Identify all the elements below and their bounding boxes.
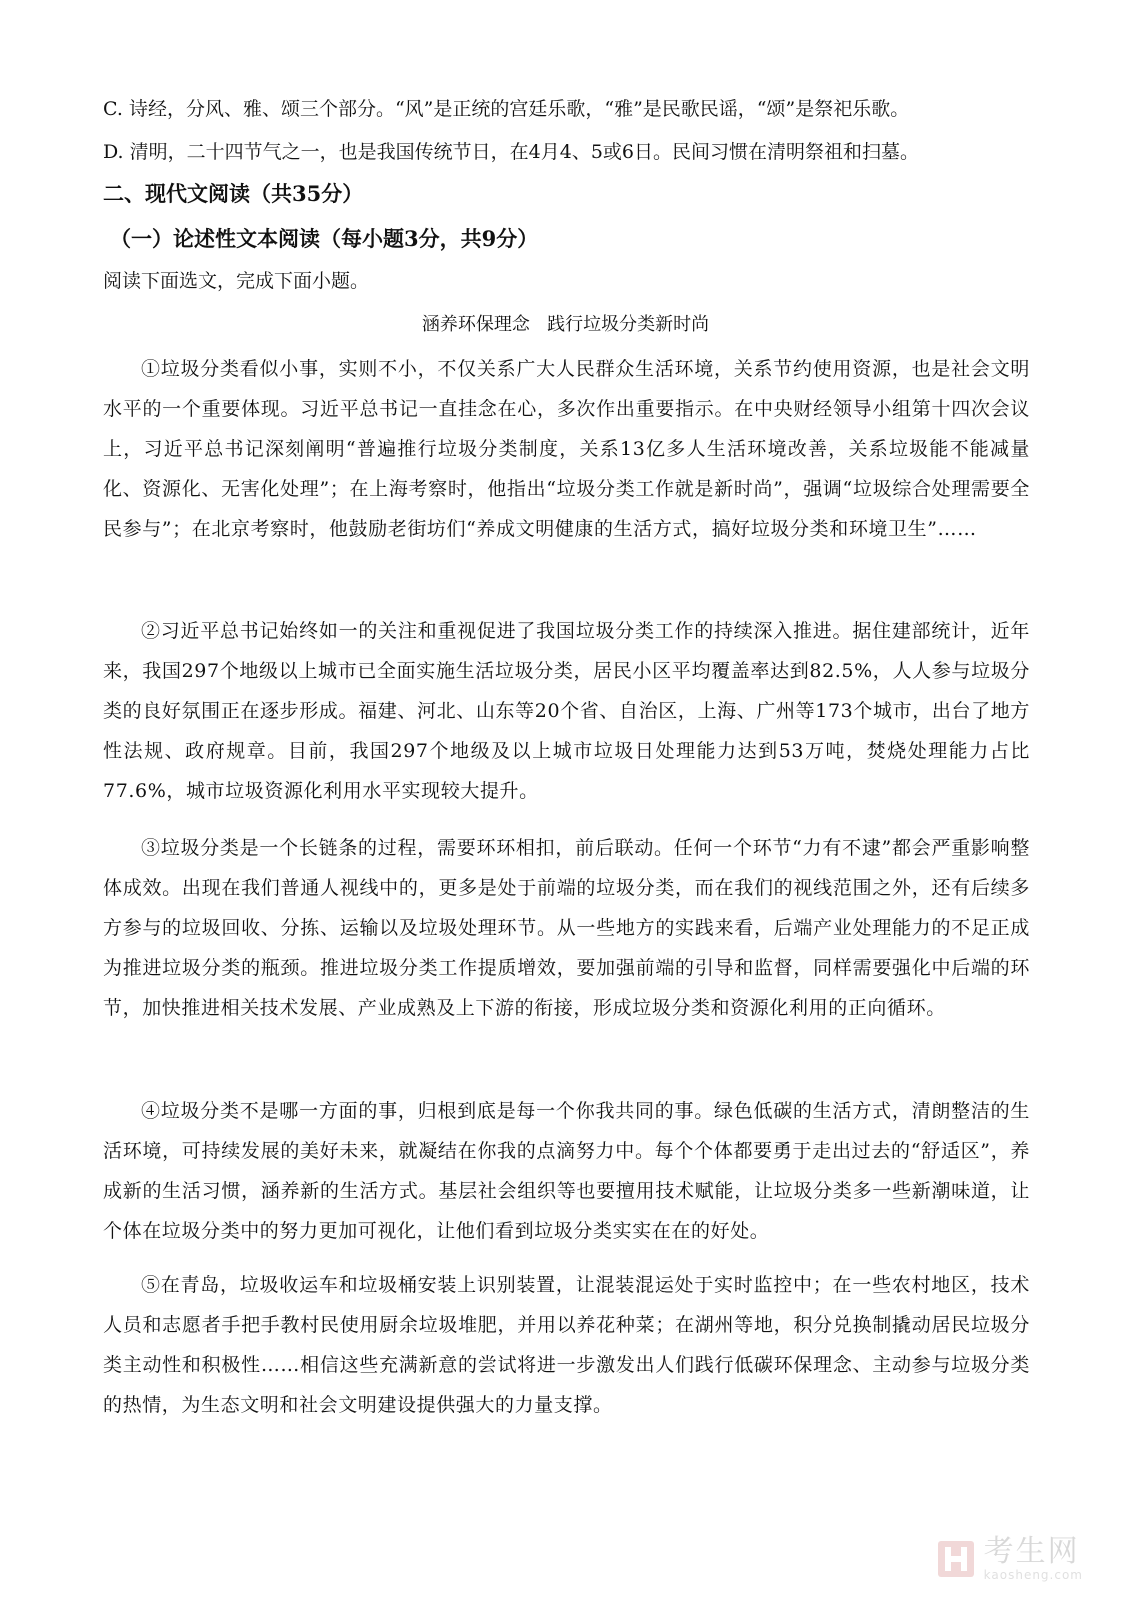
article-paragraph-5: ⑤在青岛，垃圾收运车和垃圾桶安装上识别装置，让混装混运处于实时监控中；在一些农村地区，技术人员和志愿者手把手教村民使用厨余垃圾堆肥，并用以养花种菜；在湖州等地，积分兑换制撬动居民垃圾分类主动性和积极性……相信这些充满新意的尝试将进一步激发出人们践行低碳环保理念、主动参与垃圾分类的热情，为生态文明和社会文明建设提供强大的力量支撑。 — [103, 1274, 1030, 1416]
kaosheng-watermark — [936, 1536, 1083, 1582]
option-c: C. 诗经，分风、雅、颂三个部分。“风”是正统的宫廷乐歌，“雅”是民歌民谣，“颂”是祭祀乐歌。 — [103, 98, 910, 120]
watermark-name: 考生网 — [983, 1534, 1080, 1569]
article-paragraph-2: ②习近平总书记始终如一的关注和重视促进了我国垃圾分类工作的持续深入推进。据住建部统计，近年来，我国297个地级以上城市已全面实施生活垃圾分类，居民小区平均覆盖率达到82.5%，人人参与垃圾分类的良好氛围正在逐步形成。福建、河北、山东等20个省、自治区，上海、广州等173个城市，出台了地方性法规、政府规章。目前，我国297个地级及以上城市垃圾日处理能力达到53万吨，焚烧处理能力占比77.6%，城市垃圾资源化利用水平实现较大提升。 — [103, 620, 1030, 802]
section-subheading: （一）论述性文本阅读（每小题3分，共9分） — [110, 226, 539, 251]
section-heading: 二、现代文阅读（共35分） — [103, 181, 364, 206]
article-paragraph-4: ④垃圾分类不是哪一方面的事，归根到底是每一个你我共同的事。绿色低碳的生活方式，清朗整洁的生活环境，可持续发展的美好未来，就凝结在你我的点滴努力中。每个个体都要勇于走出过去的“舒适区”，养成新的生活习惯，涵养新的生活方式。基层社会组织等也要擅用技术赋能，让垃圾分类多一些新潮味道，让个体在垃圾分类中的努力更加可视化，让他们看到垃圾分类实实在在的好处。 — [103, 1100, 1030, 1242]
article-title: 涵养环保理念 践行垃圾分类新时尚 — [421, 314, 710, 335]
kaosheng-logo-icon — [936, 1539, 976, 1579]
watermark-url: kaosheng.com — [983, 1568, 1083, 1582]
option-d: D. 清明，二十四节气之一，也是我国传统节日，在4月4、5或6日。民间习惯在清明祭祖和扫墓。 — [103, 141, 919, 163]
article-paragraph-3: ③垃圾分类是一个长链条的过程，需要环环相扣，前后联动。任何一个环节“力有不逮”都会严重影响整体成效。出现在我们普通人视线中的，更多是处于前端的垃圾分类，而在我们的视线范围之外，还有后续多方参与的垃圾回收、分拣、运输以及垃圾处理环节。从一些地方的实践来看，后端产业处理能力的不足正成为推进垃圾分类的瓶颈。推进垃圾分类工作提质增效，要加强前端的引导和监督，同样需要强化中后端的环节，加快推进相关技术发展、产业成熟及上下游的衔接，形成垃圾分类和资源化利用的正向循环。 — [103, 837, 1030, 1019]
article-paragraph-1: ①垃圾分类看似小事，实则不小，不仅关系广大人民群众生活环境，关系节约使用资源，也是社会文明水平的一个重要体现。习近平总书记一直挂念在心，多次作出重要指示。在中央财经领导小组第十四次会议上，习近平总书记深刻阐明“普遍推行垃圾分类制度，关系13亿多人生活环境改善，关系垃圾能不能减量化、资源化、无害化处理”；在上海考察时，他指出“垃圾分类工作就是新时尚”，强调“垃圾综合处理需要全民参与”；在北京考察时，他鼓励老街坊们“养成文明健康的生活方式，搞好垃圾分类和环境卫生”…… — [103, 358, 1030, 540]
reading-instruction: 阅读下面选文，完成下面小题。 — [103, 270, 370, 292]
